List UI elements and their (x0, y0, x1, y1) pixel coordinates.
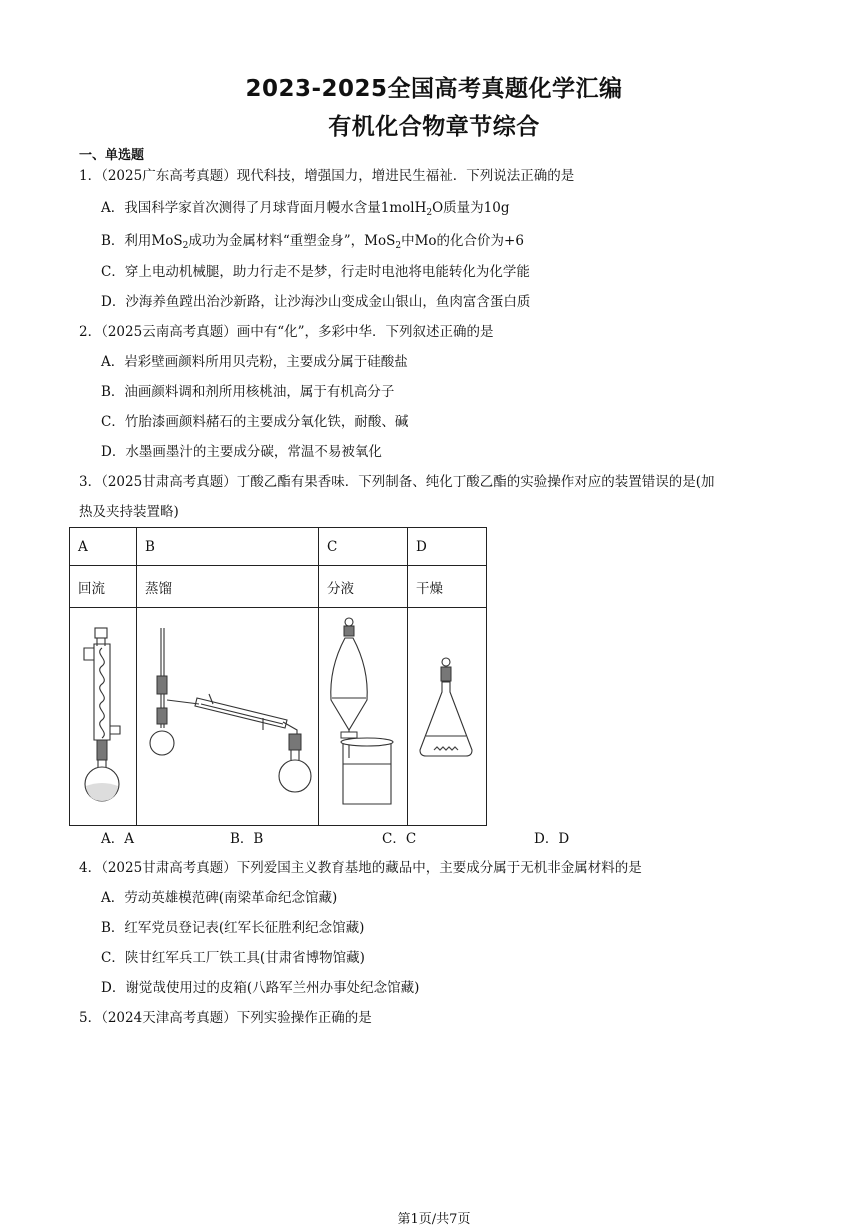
q1-option-b-text-mid: 成功为金属材料“重塑金身”，MoS (188, 233, 396, 249)
q3-stem-line2: 热及夹持装置略) (79, 504, 179, 520)
q5-stem: 5．（2024天津高考真题）下列实验操作正确的是 (79, 1010, 372, 1026)
q1-option-a-text-end: O质量为10g (432, 200, 510, 216)
q4-option-d: D．谢觉哉使用过的皮箱(八路军兰州办事处纪念馆藏) (101, 980, 420, 996)
q1-option-c: C．穿上电动机械腿，助力行走不是梦，行走时电池将电能转化为化学能 (101, 264, 530, 280)
q1-option-b-sub2: 2 (395, 241, 402, 251)
table-cell-operation: 回流 (70, 566, 137, 608)
q3-choice-d: D．D (534, 831, 570, 847)
table-cell-header: D (408, 528, 487, 566)
drying-flask-figure (408, 608, 486, 821)
table-cell-header: A (70, 528, 137, 566)
page-footer: 第1页/共7页 (397, 1212, 471, 1227)
q1-stem: 1．（2025广东高考真题）现代科技，增强国力，增进民生福祉．下列说法正确的是 (79, 168, 575, 184)
doc-title-line2: 有机化合物章节综合 (328, 114, 540, 140)
table-row-diagrams (70, 608, 487, 826)
q2-option-d: D．水墨画墨汁的主要成分碳，常温不易被氧化 (101, 444, 382, 460)
q3-choice-c: C．C (382, 831, 417, 847)
q4-option-a: A．劳动英雄模范碑(南梁革命纪念馆藏) (101, 890, 338, 906)
q1-option-a-sub: 2 (426, 208, 433, 218)
q1-option-b-sub1: 2 (182, 241, 189, 251)
table-cell-operation: 蒸馏 (137, 566, 319, 608)
q1-option-b (101, 229, 524, 249)
q1-option-b-text-end: 中Mo的化合价为+6 (401, 233, 524, 249)
table-cell-header: B (137, 528, 319, 566)
table-cell-header: C (319, 528, 408, 566)
q3-stem-line1: 3．（2025甘肃高考真题）丁酸乙酯有果香味．下列制备、纯化丁酸乙酯的实验操作对应的装置错误的是(加 (79, 474, 715, 490)
separation-cell (319, 608, 408, 826)
q3-choice-b: B．B (230, 831, 264, 847)
q1-option-b-text: B．利用MoS (101, 233, 183, 249)
q3-choice-a: A．A (101, 831, 134, 847)
q1-option-a (101, 196, 509, 216)
separatory-funnel-figure (319, 608, 407, 821)
table-row-operations (70, 566, 487, 608)
distillation-apparatus-figure (137, 608, 317, 821)
table-cell-operation: 干燥 (408, 566, 487, 608)
q1-option-a-text: A．我国科学家首次测得了月球背面月幔水含量1molH (101, 200, 427, 216)
q4-option-c: C．陕甘红军兵工厂铁工具(甘肃省博物馆藏) (101, 950, 365, 966)
doc-title-line1: 2023-2025全国高考真题化学汇编 (245, 76, 623, 102)
apparatus-table (69, 527, 487, 826)
q2-option-b: B．油画颜料调和剂所用核桃油，属于有机高分子 (101, 384, 395, 400)
q1-option-d: D．沙海养鱼蹚出治沙新路，让沙海沙山变成金山银山，鱼肉富含蛋白质 (101, 294, 531, 310)
drying-cell (408, 608, 487, 826)
reflux-apparatus-figure (70, 608, 136, 821)
table-row-letters (70, 528, 487, 566)
q4-stem: 4．（2025甘肃高考真题）下列爱国主义教育基地的藏品中，主要成分属于无机非金属材料的是 (79, 860, 642, 876)
section-heading: 一、单选题 (79, 148, 145, 163)
q4-option-b: B．红军党员登记表(红军长征胜利纪念馆藏) (101, 920, 365, 936)
q2-stem: 2．（2025云南高考真题）画中有“化”，多彩中华．下列叙述正确的是 (79, 324, 494, 340)
q2-option-a: A．岩彩壁画颜料所用贝壳粉，主要成分属于硅酸盐 (101, 354, 408, 370)
distillation-cell (137, 608, 319, 826)
table-cell-operation: 分液 (319, 566, 408, 608)
q2-option-c: C．竹胎漆画颜料赭石的主要成分氧化铁，耐酸、碱 (101, 414, 409, 430)
reflux-cell (70, 608, 137, 826)
